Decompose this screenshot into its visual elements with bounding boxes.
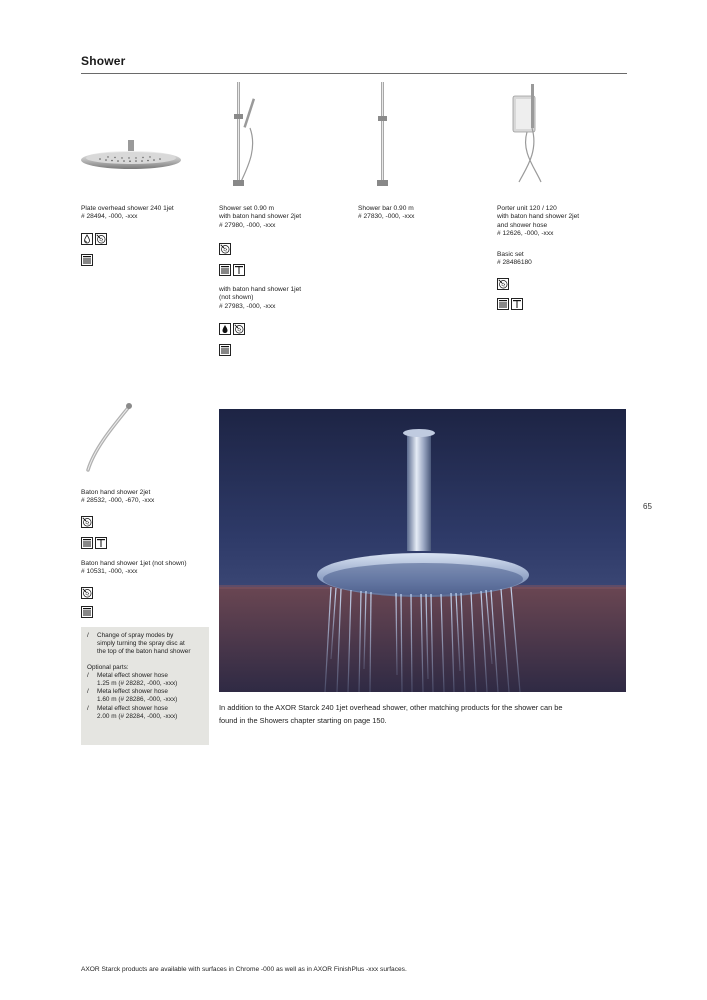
- spray-disc-icon: [81, 516, 93, 528]
- caption-line: Porter unit 120 / 120: [497, 205, 557, 212]
- shower-set-install-icons: [219, 264, 245, 276]
- shower-set-variant-feature-icons: [219, 323, 245, 335]
- baton-hand-variant-install-icons: [81, 606, 93, 618]
- shower-set-feature-icons: [219, 243, 231, 255]
- water-drop-icon: [81, 233, 93, 245]
- baton-hand-install-icons: [81, 537, 107, 549]
- baton-hand-shower-image: [80, 400, 140, 475]
- spray-disc-icon: [81, 587, 93, 599]
- plate-overhead-feature-icons: [81, 233, 107, 245]
- page-number: 65: [643, 502, 652, 511]
- note-line: simply turning the spray disc at: [97, 640, 185, 648]
- caption-line: with baton hand shower 2jet: [497, 213, 580, 221]
- spray-disc-icon: [95, 233, 107, 245]
- note-line: the top of the baton hand shower: [97, 648, 191, 656]
- shower-bar-caption: [358, 205, 414, 222]
- notes-box: [81, 627, 209, 745]
- note-bullet: [87, 688, 203, 704]
- shower-set-variant-caption: [219, 286, 301, 311]
- porter-unit-caption: [497, 205, 579, 239]
- note-line: 1.60 m (# 28286, -000, -xxx): [97, 696, 178, 704]
- caption-line: # 12626, -000, -xxx: [497, 230, 554, 238]
- tee-connector-icon: [233, 264, 245, 276]
- title-divider: [81, 73, 627, 74]
- caption-line: Baton hand shower 1jet (not shown): [81, 560, 187, 567]
- porter-unit-basic-caption: [497, 251, 532, 268]
- spray-disc-icon: [497, 278, 509, 290]
- caption-line: # 27983, -000, -xxx: [219, 302, 276, 310]
- porter-unit-install-icons: [497, 298, 523, 310]
- porter-unit-image: [505, 82, 555, 187]
- note-line: / Change of spray modes by: [97, 632, 174, 639]
- install-shower-icon: [81, 254, 93, 266]
- caption-line: Baton hand shower 2jet: [81, 489, 151, 496]
- install-shower-icon: [81, 537, 93, 549]
- note-bullet: [87, 705, 203, 721]
- body-line: In addition to the AXOR Starck 240 1jet overhead shower, other matching products for the shower can be: [219, 703, 563, 712]
- note-bullet: [87, 632, 203, 657]
- page-title: Shower: [81, 54, 126, 68]
- shower-set-variant-install-icons: [219, 344, 231, 356]
- shower-bar-image: [372, 80, 402, 190]
- caption-line: Plate overhead shower 240 1jet: [81, 205, 174, 212]
- note-line: 1.25 m (# 28282, -000, -xxx): [97, 680, 178, 688]
- body-paragraph: [219, 702, 629, 728]
- note-line: / Meta leffect shower hose: [97, 688, 168, 696]
- spray-disc-icon: [219, 243, 231, 255]
- install-shower-icon: [497, 298, 509, 310]
- plate-overhead-caption: [81, 205, 174, 222]
- note-line: / Metal effect shower hose: [97, 704, 168, 712]
- note-line: 2.00 m (# 28284, -000, -xxx): [97, 712, 178, 720]
- tee-connector-icon: [511, 298, 523, 310]
- caption-line: # 27830, -000, -xxx: [358, 213, 415, 221]
- install-shower-icon: [219, 344, 231, 356]
- baton-hand-variant-feature-icons: [81, 587, 93, 599]
- caption-line: Shower set 0.90 m: [219, 205, 274, 212]
- water-drop-icon: [219, 323, 231, 335]
- caption-line: # 28532, -000, -670, -xxx: [81, 497, 155, 505]
- baton-hand-caption: [81, 489, 154, 506]
- spray-disc-icon: [233, 323, 245, 335]
- caption-line: # 28494, -000, -xxx: [81, 213, 138, 221]
- optional-parts-heading: Optional parts:: [87, 663, 129, 671]
- caption-line: Basic set: [497, 251, 524, 258]
- caption-line: Shower bar 0.90 m: [358, 205, 414, 212]
- note-bullet: [87, 672, 203, 688]
- tee-connector-icon: [95, 537, 107, 549]
- shower-set-image: [228, 80, 268, 190]
- note-line: / Metal effect shower hose: [97, 671, 168, 679]
- baton-hand-feature-icons: [81, 516, 93, 528]
- baton-hand-variant-caption: [81, 560, 187, 577]
- caption-line: # 28486180: [497, 259, 532, 267]
- body-line: found in the Showers chapter starting on page 150.: [219, 715, 387, 725]
- shower-set-caption: [219, 205, 301, 230]
- install-shower-icon: [81, 606, 93, 618]
- caption-line: # 27980, -000, -xxx: [219, 221, 276, 229]
- caption-line: with baton hand shower 1jet: [219, 286, 302, 293]
- caption-line: # 10531, -000, -xxx: [81, 568, 138, 576]
- caption-line: and shower hose: [497, 221, 548, 229]
- install-shower-icon: [219, 264, 231, 276]
- plate-overhead-install-icons: [81, 254, 93, 266]
- footer-note: AXOR Starck products are available with surfaces in Chrome -000 as well as in AXOR FinishPlus -xxx surfaces.: [81, 966, 407, 973]
- caption-line: with baton hand shower 2jet: [219, 213, 302, 221]
- porter-unit-feature-icons: [497, 278, 509, 290]
- caption-line: (not shown): [219, 294, 254, 302]
- overhead-shower-photo: [219, 409, 626, 692]
- plate-overhead-shower-image: [80, 138, 184, 174]
